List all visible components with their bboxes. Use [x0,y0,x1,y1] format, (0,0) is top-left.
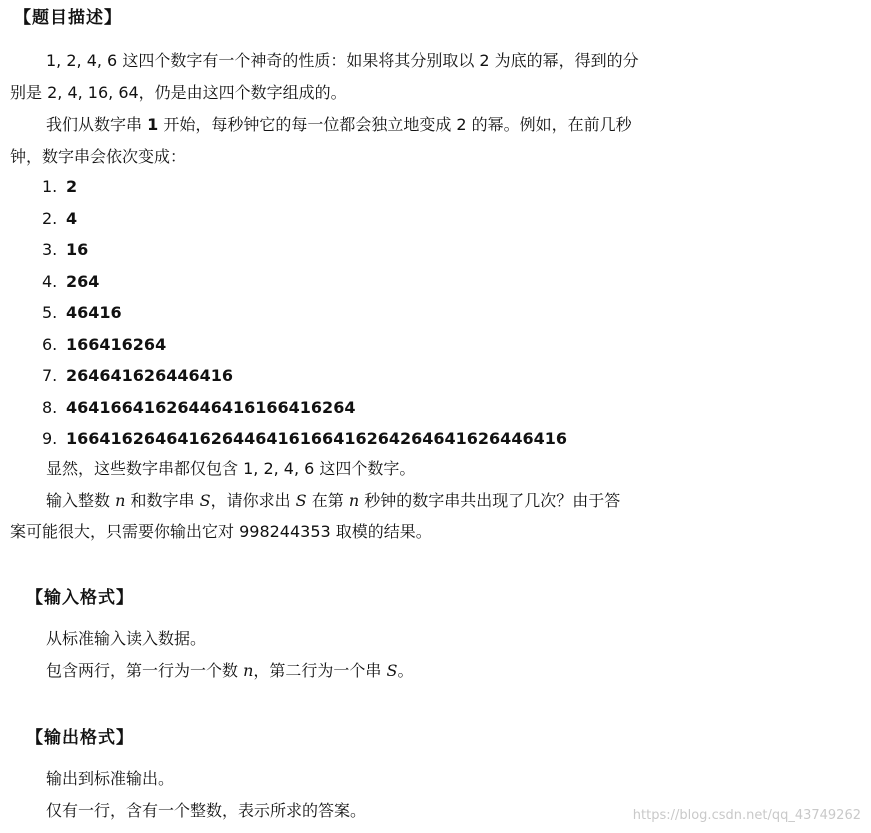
list-item-number: 8. [42,397,58,417]
description-text: 开始，每秒钟它的每一位都会独立地变成 2 的幂。例如，在前几秒 [158,115,632,134]
list-item-number: 5. [42,303,58,322]
description-text: 我们从数字串 [46,115,148,134]
description-text: ，请你求出 [210,491,296,510]
list-item-value: 166416264 [66,334,167,354]
list-item-value: 16 [66,240,89,259]
list-item [42,176,567,208]
output-text: 仅有一行，含有一个整数，表示所求的答案。 [46,801,367,820]
start-digit: 1 [147,115,159,134]
input-line-2 [46,660,413,682]
list-item-value: 46416 [66,303,122,322]
var-S: S [199,491,211,510]
description-title: 【题目描述】 [14,8,122,28]
output-line-2 [46,800,366,822]
description-text: 在第 [306,491,349,510]
description-text: 秒钟的数字串共出现了几次？由于答 [359,491,621,510]
output-title: 【输出格式】 [26,728,134,748]
input-line-1 [46,628,206,650]
description-line-1 [46,50,639,72]
description-line-7 [10,521,432,543]
list-item-number: 4. [42,271,58,291]
list-item-number: 3. [42,240,58,259]
description-text: 别是 2, 4, 16, 64，仍是由这四个数字组成的。 [10,83,347,102]
input-text: ，第二行为一个串 [253,661,387,680]
description-text: 显然，这些数字串都仅包含 1, 2, 4, 6 这四个数字。 [46,459,416,478]
list-item-number: 9. [42,429,58,448]
input-text: 包含两行，第一行为一个数 [46,661,244,680]
description-text: 案可能很大，只需要你输出它对 998244353 取模的结果。 [10,522,432,541]
var-S: S [386,661,398,680]
list-item-value: 4 [66,208,78,228]
var-S: S [295,491,307,510]
description-line-4 [10,146,186,168]
input-title: 【输入格式】 [26,588,134,608]
watermark: https://blog.csdn.net/qq_43749262 [632,808,861,823]
input-text: 从标准输入读入数据。 [46,629,207,648]
var-n: n [115,491,126,510]
list-item-value: 264 [66,271,100,291]
list-item-value: 46416641626446416166416264 [66,397,356,417]
output-line-1 [46,768,174,790]
output-text: 输出到标准输出。 [46,769,175,788]
description-line-5 [46,458,415,480]
description-text: 1, 2, 4, 6 这四个数字有一个神奇的性质：如果将其分别取以 2 为底的幂，得到的分 [46,51,639,70]
list-item [42,397,567,429]
list-item-number: 1. [42,177,58,196]
list-item [42,239,567,271]
description-line-6 [46,490,620,512]
list-item [42,428,567,460]
list-item [42,365,567,397]
description-line-3 [46,114,632,136]
list-item-number: 7. [42,366,58,385]
list-item [42,208,567,240]
list-item-value: 166416264641626446416166416264264641626446416 [66,429,567,448]
list-item [42,334,567,366]
list-item-value: 264641626446416 [66,366,233,385]
description-text: 钟，数字串会依次变成： [10,147,187,166]
sequence-list [42,176,567,460]
var-n: n [243,661,254,680]
var-n: n [348,491,360,510]
list-item [42,271,567,303]
list-item [42,302,567,334]
description-text: 和数字串 [125,491,200,510]
description-text: 输入整数 [46,491,116,510]
description-line-2 [10,82,347,104]
list-item-number: 6. [42,334,58,354]
list-item-value: 2 [66,177,78,196]
list-item-number: 2. [42,208,58,228]
input-text: 。 [397,661,414,680]
